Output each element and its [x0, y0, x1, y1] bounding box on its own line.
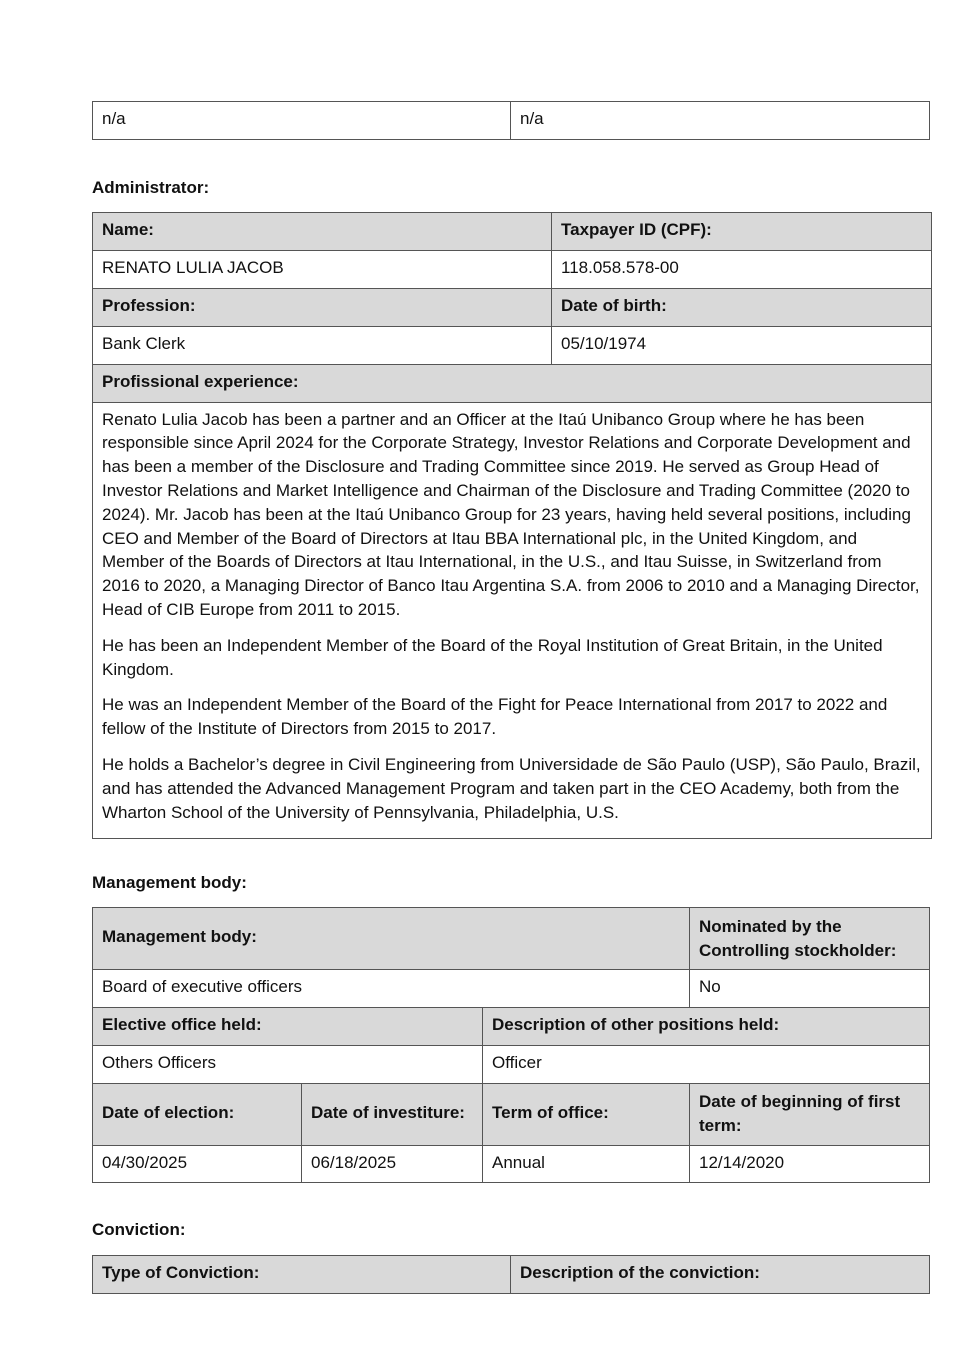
- nominated-value: No: [690, 970, 930, 1008]
- other-positions-value: Officer: [483, 1045, 930, 1083]
- cpf-label: Taxpayer ID (CPF):: [552, 213, 932, 251]
- top-left-cell: n/a: [93, 102, 511, 140]
- experience-paragraph: He has been an Independent Member of the Board of the Royal Institution of Great Britain, in the United Kingdom.: [102, 635, 883, 679]
- profession-label: Profession:: [93, 289, 552, 327]
- election-date-label: Date of election:: [93, 1083, 302, 1145]
- administrator-table: [92, 212, 932, 839]
- management-table: [92, 907, 930, 1183]
- elective-office-label: Elective office held:: [93, 1007, 483, 1045]
- conviction-type-label: Type of Conviction:: [93, 1256, 511, 1294]
- management-heading: Management body:: [92, 873, 247, 892]
- cpf-value: 118.058.578-00: [552, 251, 932, 289]
- top-table: [92, 101, 930, 140]
- administrator-heading: Administrator:: [92, 178, 210, 197]
- election-date-value: 04/30/2025: [93, 1145, 302, 1183]
- management-body-value: Board of executive officers: [93, 970, 690, 1008]
- profession-value: Bank Clerk: [93, 326, 552, 364]
- name-value: RENATO LULIA JACOB: [93, 251, 552, 289]
- first-term-value: 12/14/2020: [690, 1145, 930, 1183]
- conviction-table: [92, 1255, 930, 1294]
- dob-label: Date of birth:: [552, 289, 932, 327]
- investiture-date-value: 06/18/2025: [302, 1145, 483, 1183]
- elective-office-value: Others Officers: [93, 1045, 483, 1083]
- conviction-heading: Conviction:: [92, 1220, 186, 1239]
- other-positions-label: Description of other positions held:: [483, 1007, 930, 1045]
- term-value: Annual: [483, 1145, 690, 1183]
- investiture-date-label: Date of investiture:: [302, 1083, 483, 1145]
- conviction-description-label: Description of the conviction:: [511, 1256, 930, 1294]
- name-label: Name:: [93, 213, 552, 251]
- first-term-label: Date of beginning of first term:: [690, 1083, 930, 1145]
- management-body-label: Management body:: [93, 908, 690, 970]
- experience-paragraph: He was an Independent Member of the Board of the Fight for Peace International from 2017 to 2022 and fellow of the Institute of Directors from 2015 to 2017.: [102, 695, 888, 739]
- experience-label: Profissional experience:: [93, 364, 932, 402]
- experience-paragraph: Renato Lulia Jacob has been a partner and an Officer at the Itaú Unibanco Group where he has been responsible since April 2024 for the Corporate Strategy, Investor Relations and Corporate Development and has been a member of the Disclosure and Trading Committee since 2019. He served as Group Head of Investor Relations and Market Intelligence and Chairman of the Disclosure and Trading Committee (2020 to 2024). Mr. Jacob has been at the Itaú Unibanco Group for 23 years, having held several positions, including CEO and Member of the Board of Directors at Itau BBA International plc, in the United Kingdom, and Member of the Boards of Directors at Itau International, in the U.S., and Itau Suisse, in Switzerland from 2016 to 2020, a Managing Director of Banco Itau Argentina S.A. from 2006 to 2010 and a Managing Director, Head of CIB Europe from 2011 to 2015.: [102, 409, 920, 619]
- experience-cell: [93, 402, 932, 839]
- nominated-label: Nominated by the Controlling stockholder:: [690, 908, 930, 970]
- top-right-cell: n/a: [511, 102, 930, 140]
- experience-paragraph: He holds a Bachelor’s degree in Civil Engineering from Universidade de São Paulo (USP), São Paulo, Brazil, and has attended the Advanced Management Program and taken part in the CEO Academy, both from the Wharton School of the University of Pennsylvania, Philadelphia, U.S.: [102, 754, 921, 822]
- term-label: Term of office:: [483, 1083, 690, 1145]
- dob-value: 05/10/1974: [552, 326, 932, 364]
